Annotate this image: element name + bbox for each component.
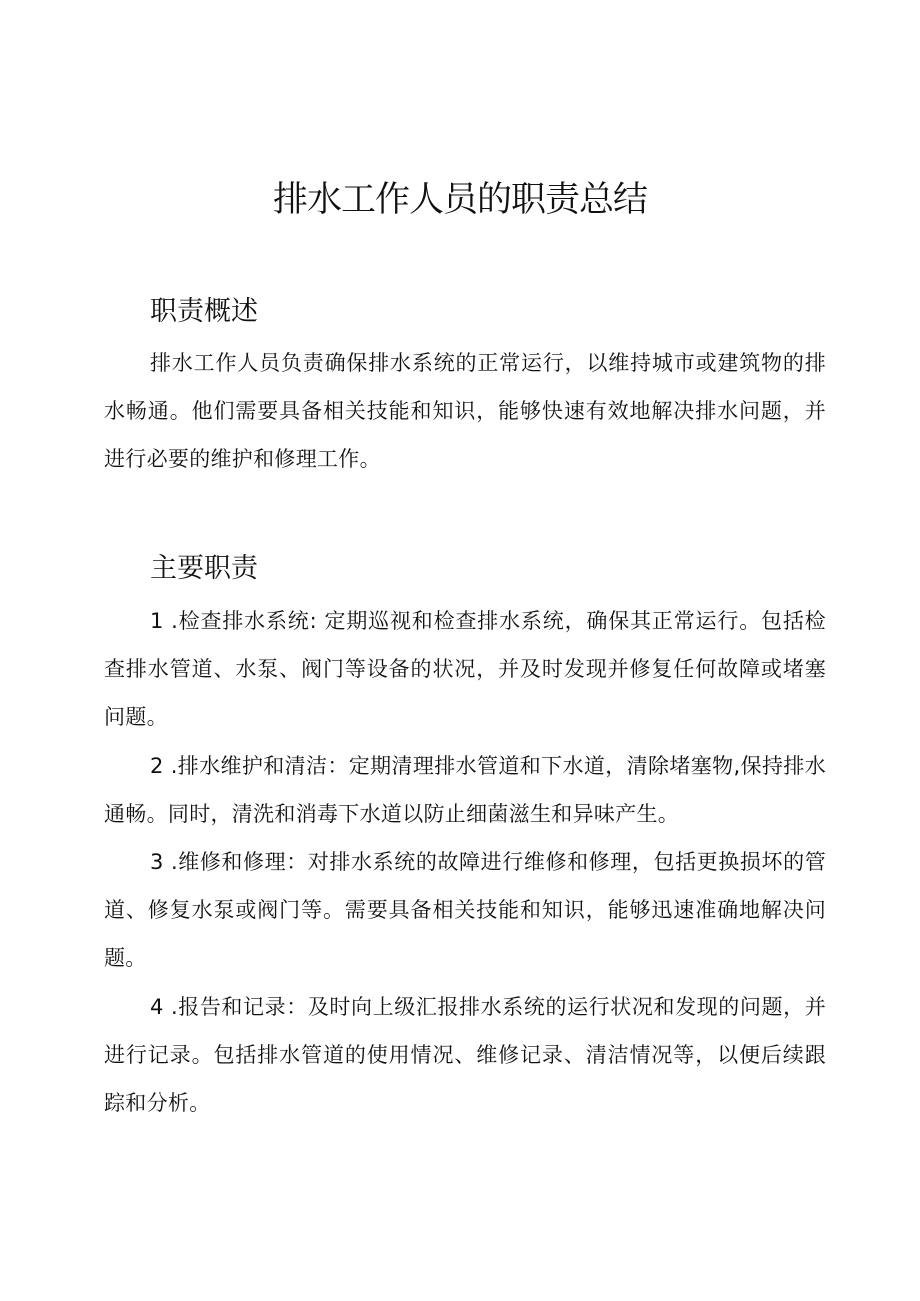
duty-item-maintenance-cleaning: 2 .排水维护和清洁：定期清理排水管道和下水道，清除堵塞物,保持排水通畅。同时，清洗和消毒下水道以防止细菌滋生和异味产生。 bbox=[104, 754, 826, 826]
overview-paragraph: 排水工作人员负责确保排水系统的正常运行，以维持城市或建筑物的排水畅通。他们需要具备相关技能和知识，能够快速有效地解决排水问题，并进行必要的维护和修理工作。 bbox=[104, 351, 826, 471]
duty-item-repair: 3 .维修和修理：对排水系统的故障进行维修和修理，包括更换损坏的管道、修复水泵或阀门等。需要具备相关技能和知识，能够迅速准确地解决问题。 bbox=[104, 850, 826, 970]
section-heading-overview: 职责概述 bbox=[150, 296, 258, 327]
section-heading-main-duties: 主要职责 bbox=[150, 553, 258, 584]
duty-item-reporting: 4 .报告和记录：及时向上级汇报排水系统的运行状况和发现的问题，并进行记录。包括排水管道的使用情况、维修记录、清洁情况等，以便后续跟踪和分析。 bbox=[104, 995, 826, 1115]
duty-item-inspection: 1 .检查排水系统: 定期巡视和检查排水系统，确保其正常运行。包括检查排水管道、水泵、阀门等设备的状况，并及时发现并修复任何故障或堵塞问题。 bbox=[104, 609, 826, 729]
document-title: 排水工作人员的职责总结 bbox=[272, 180, 647, 220]
